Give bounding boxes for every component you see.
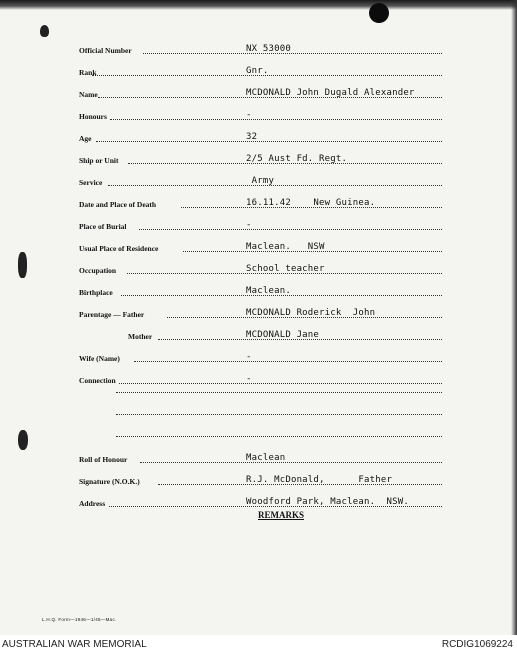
field-label: Age [79, 134, 92, 143]
field-label: Ship or Unit [79, 156, 119, 165]
connection-line-3 [116, 436, 442, 437]
archive-footer [0, 635, 517, 653]
field-value: Maclean. NSW [246, 242, 325, 252]
field-parentage-father [0, 301, 517, 321]
field-birthplace [0, 279, 517, 299]
footer-institution: AUSTRALIAN WAR MEMORIAL [2, 639, 147, 650]
field-value: Woodford Park, Maclean. NSW. [246, 497, 409, 507]
field-label: Mother [128, 332, 153, 341]
field-name [0, 81, 517, 101]
field-rank [0, 59, 517, 79]
remarks-heading: REMARKS [257, 510, 304, 520]
field-usual-residence [0, 235, 517, 255]
field-value: School teacher [246, 264, 325, 274]
field-mother [0, 323, 517, 343]
field-value: R.J. McDonald, Father [246, 475, 393, 485]
field-date-place-of-death [0, 191, 517, 211]
field-value: Maclean [246, 453, 286, 463]
field-label: Signature (N.O.K.) [79, 477, 140, 486]
field-roll-of-honour [0, 446, 517, 466]
connection-line-2 [116, 414, 442, 415]
field-label: Connection [79, 376, 116, 385]
field-label: Parentage — Father [79, 310, 145, 319]
field-label: Name [79, 90, 98, 99]
field-wife [0, 345, 517, 365]
field-honours [0, 103, 517, 123]
field-value: Gnr. [246, 66, 269, 76]
field-label: Date and Place of Death [79, 200, 157, 209]
field-label: Place of Burial [79, 222, 127, 231]
field-label: Official Number [79, 46, 132, 55]
field-value: - [246, 110, 252, 120]
field-address [0, 490, 517, 510]
field-value: MCDONALD John Dugald Alexander [246, 88, 415, 98]
field-label: Usual Place of Residence [79, 244, 159, 253]
field-value: 2/5 Aust Fd. Regt. [246, 154, 348, 164]
field-occupation [0, 257, 517, 277]
field-official-number [0, 37, 517, 57]
field-value: - [246, 374, 252, 384]
field-value: - [246, 352, 252, 362]
field-connection [0, 367, 517, 387]
field-label: Service [79, 178, 103, 187]
field-ship-or-unit [0, 147, 517, 167]
scan-top-edge [0, 0, 517, 10]
field-value: Maclean. [246, 286, 291, 296]
field-label: Roll of Honour [79, 455, 128, 464]
field-label: Birthplace [79, 288, 113, 297]
field-value: Army [246, 176, 275, 186]
field-value: 32 [246, 132, 258, 142]
field-label: Wife (Name) [79, 354, 120, 363]
field-label: Rank [79, 68, 97, 77]
binding-mark-1 [40, 25, 49, 37]
connection-line-1 [116, 392, 442, 393]
field-age [0, 125, 517, 145]
field-service [0, 169, 517, 189]
footer-record-id: RCDIG1069224 [441, 639, 513, 650]
form-print-code: L.H.Q. Form—1946—1/45—Mac. [42, 617, 117, 622]
field-value: NX 53000 [246, 44, 291, 54]
field-label: Address [79, 499, 106, 508]
field-place-of-burial [0, 213, 517, 233]
field-label: Occupation [79, 266, 117, 275]
field-label: Honours [79, 112, 107, 121]
field-value: MCDONALD Jane [246, 330, 320, 340]
punch-hole-top [369, 3, 389, 23]
field-signature-nok [0, 468, 517, 488]
field-value: 16.11.42 New Guinea. [246, 198, 376, 208]
field-value: - [246, 220, 252, 230]
field-value: MCDONALD Roderick John [246, 308, 376, 318]
